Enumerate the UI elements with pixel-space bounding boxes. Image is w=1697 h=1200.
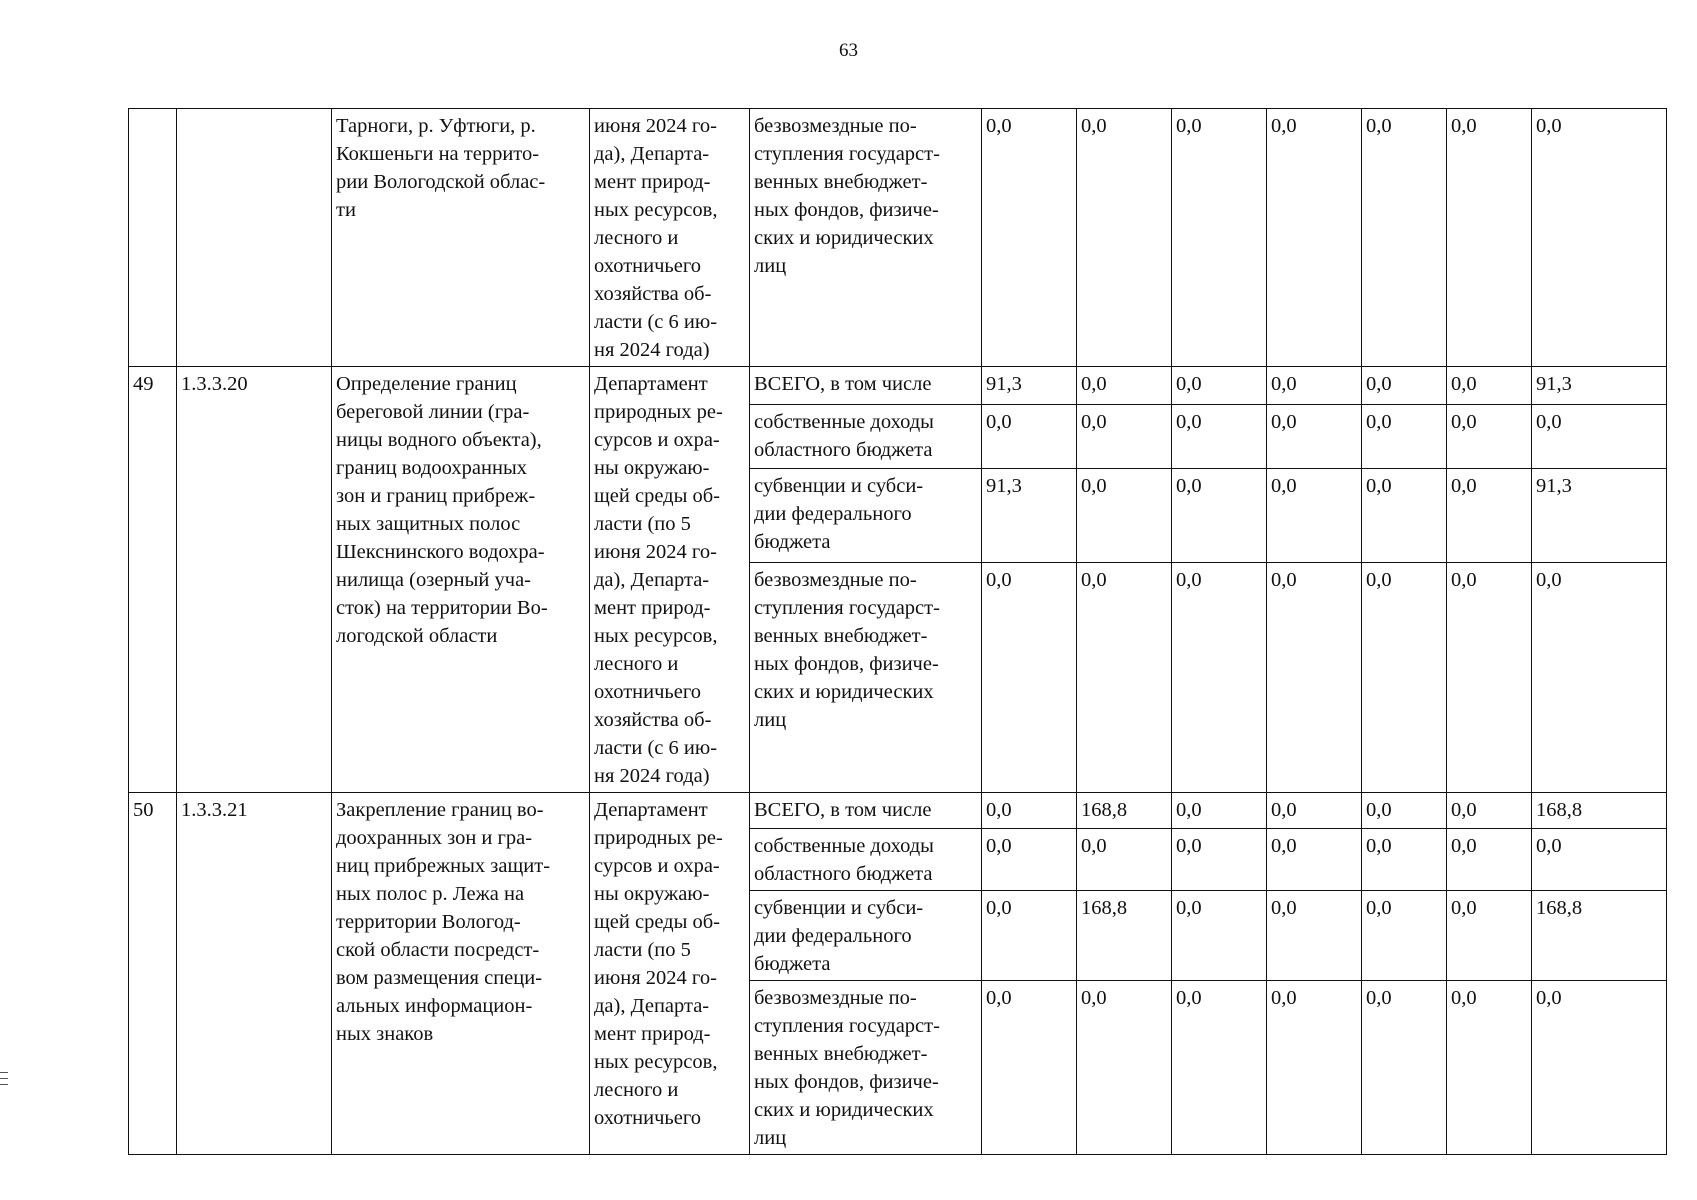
table-row: [129, 109, 1667, 367]
funding-value: 168,8: [1532, 793, 1667, 829]
funding-value: 0,0: [982, 404, 1077, 469]
executor: июня 2024 го- да), Департа- мент природ- ных ресурсов, лесного и охотничьего хозяйства об- ласти (с 6 ию- ня 2024 года): [590, 109, 750, 367]
funding-value: 0,0: [1267, 109, 1362, 367]
funding-value: 0,0: [1077, 367, 1172, 405]
funding-source: ВСЕГО, в том числе: [750, 367, 982, 405]
funding-value: 0,0: [1077, 469, 1172, 563]
funding-value: 0,0: [1447, 367, 1532, 405]
table-row: [129, 367, 1667, 405]
funding-value: 0,0: [982, 793, 1077, 829]
row-number: [129, 109, 177, 367]
funding-source: безвозмездные по- ступления государст- венных внебюджет- ных фондов, физиче- ских и юридических лиц: [750, 109, 982, 367]
funding-value: 0,0: [1362, 891, 1447, 981]
funding-value: 0,0: [1362, 469, 1447, 563]
funding-value: 0,0: [1077, 981, 1172, 1155]
funding-value: 0,0: [1172, 404, 1267, 469]
funding-value: 0,0: [1172, 469, 1267, 563]
funding-source: собственные доходы областного бюджета: [750, 404, 982, 469]
funding-value: 0,0: [1362, 793, 1447, 829]
funding-value: 0,0: [1077, 829, 1172, 891]
funding-value: 91,3: [982, 469, 1077, 563]
funding-value: 0,0: [1267, 829, 1362, 891]
funding-value: 0,0: [1447, 109, 1532, 367]
funding-value: 0,0: [1267, 367, 1362, 405]
measure-code: 1.3.3.21: [177, 793, 332, 1155]
funding-value: 0,0: [1267, 563, 1362, 793]
funding-value: 0,0: [1447, 404, 1532, 469]
funding-value: 0,0: [1532, 109, 1667, 367]
measure-title: Тарноги, р. Уфтюги, р. Кокшеньги на террито- рии Вологодской облас- ти: [332, 109, 590, 367]
funding-value: 91,3: [1532, 469, 1667, 563]
funding-value: 0,0: [1532, 563, 1667, 793]
funding-value: 0,0: [1077, 109, 1172, 367]
table-row: [129, 793, 1667, 829]
funding-value: 0,0: [982, 109, 1077, 367]
executor: Департамент природных ре- сурсов и охра- ны окружаю- щей среды об- ласти (по 5 июня 2024 го- да), Департа- мент природ- ных ресурсов, лесного и охотничьего: [590, 793, 750, 1155]
measure-code: 1.3.3.20: [177, 367, 332, 793]
funding-value: 0,0: [1362, 367, 1447, 405]
funding-value: 0,0: [1362, 829, 1447, 891]
funding-value: 0,0: [1172, 793, 1267, 829]
funding-value: 168,8: [1077, 891, 1172, 981]
funding-value: 0,0: [1447, 563, 1532, 793]
funding-source: ВСЕГО, в том числе: [750, 793, 982, 829]
funding-source: собственные доходы областного бюджета: [750, 829, 982, 891]
funding-value: 0,0: [1077, 404, 1172, 469]
funding-value: 168,8: [1532, 891, 1667, 981]
funding-value: 0,0: [1447, 981, 1532, 1155]
funding-value: 168,8: [1077, 793, 1172, 829]
funding-value: 0,0: [1172, 367, 1267, 405]
row-number: 49: [129, 367, 177, 793]
funding-value: 0,0: [1362, 404, 1447, 469]
funding-value: 0,0: [1267, 404, 1362, 469]
funding-value: 0,0: [1267, 891, 1362, 981]
funding-value: 0,0: [982, 829, 1077, 891]
funding-source: субвенции и субси- дии федерального бюджета: [750, 469, 982, 563]
page-number: 63: [839, 40, 858, 61]
funding-value: 0,0: [1447, 793, 1532, 829]
funding-value: 0,0: [1532, 404, 1667, 469]
funding-value: 0,0: [982, 563, 1077, 793]
funding-value: 0,0: [1172, 981, 1267, 1155]
funding-value: 0,0: [1447, 891, 1532, 981]
funding-value: 0,0: [1362, 563, 1447, 793]
measure-title: Закрепление границ во- доохранных зон и гра- ниц прибрежных защит- ных полос р. Лежа на территории Вологод- ской области посредст- вом размещения специ- альных информацион- ных знаков: [332, 793, 590, 1155]
funding-source: безвозмездные по- ступления государст- венных внебюджет- ных фондов, физиче- ских и юридических лиц: [750, 563, 982, 793]
funding-value: 0,0: [1362, 981, 1447, 1155]
funding-value: 0,0: [1447, 829, 1532, 891]
funding-value: 0,0: [1172, 109, 1267, 367]
executor: Департамент природных ре- сурсов и охра- ны окружаю- щей среды об- ласти (по 5 июня 2024 го- да), Департа- мент природ- ных ресурсов, лесного и охотничьего хозяйства об- ласти (с 6 ию- ня 2024 года): [590, 367, 750, 793]
row-number: 50: [129, 793, 177, 1155]
funding-value: 0,0: [1532, 829, 1667, 891]
funding-value: 0,0: [1172, 563, 1267, 793]
funding-value: 91,3: [1532, 367, 1667, 405]
funding-value: 0,0: [1077, 563, 1172, 793]
funding-value: 0,0: [1532, 981, 1667, 1155]
margin-mark: [0, 1072, 8, 1096]
measure-code: [177, 109, 332, 367]
funding-value: 0,0: [982, 981, 1077, 1155]
funding-source: субвенции и субси- дии федерального бюджета: [750, 891, 982, 981]
funding-value: 0,0: [1172, 829, 1267, 891]
funding-value: 0,0: [1447, 469, 1532, 563]
funding-value: 0,0: [1267, 981, 1362, 1155]
table-body: [129, 109, 1667, 1155]
budget-table: [128, 108, 1667, 1155]
funding-value: 0,0: [1267, 469, 1362, 563]
funding-value: 0,0: [982, 891, 1077, 981]
funding-source: безвозмездные по- ступления государст- венных внебюджет- ных фондов, физиче- ских и юридических лиц: [750, 981, 982, 1155]
funding-value: 0,0: [1172, 891, 1267, 981]
measure-title: Определение границ береговой линии (гра- ницы водного объекта), границ водоохранных зон и границ прибреж- ных защитных полос Шекснинского водохра- нилища (озерный уча- сток) на территории Во- логодской области: [332, 367, 590, 793]
funding-value: 0,0: [1362, 109, 1447, 367]
funding-value: 0,0: [1267, 793, 1362, 829]
funding-value: 91,3: [982, 367, 1077, 405]
